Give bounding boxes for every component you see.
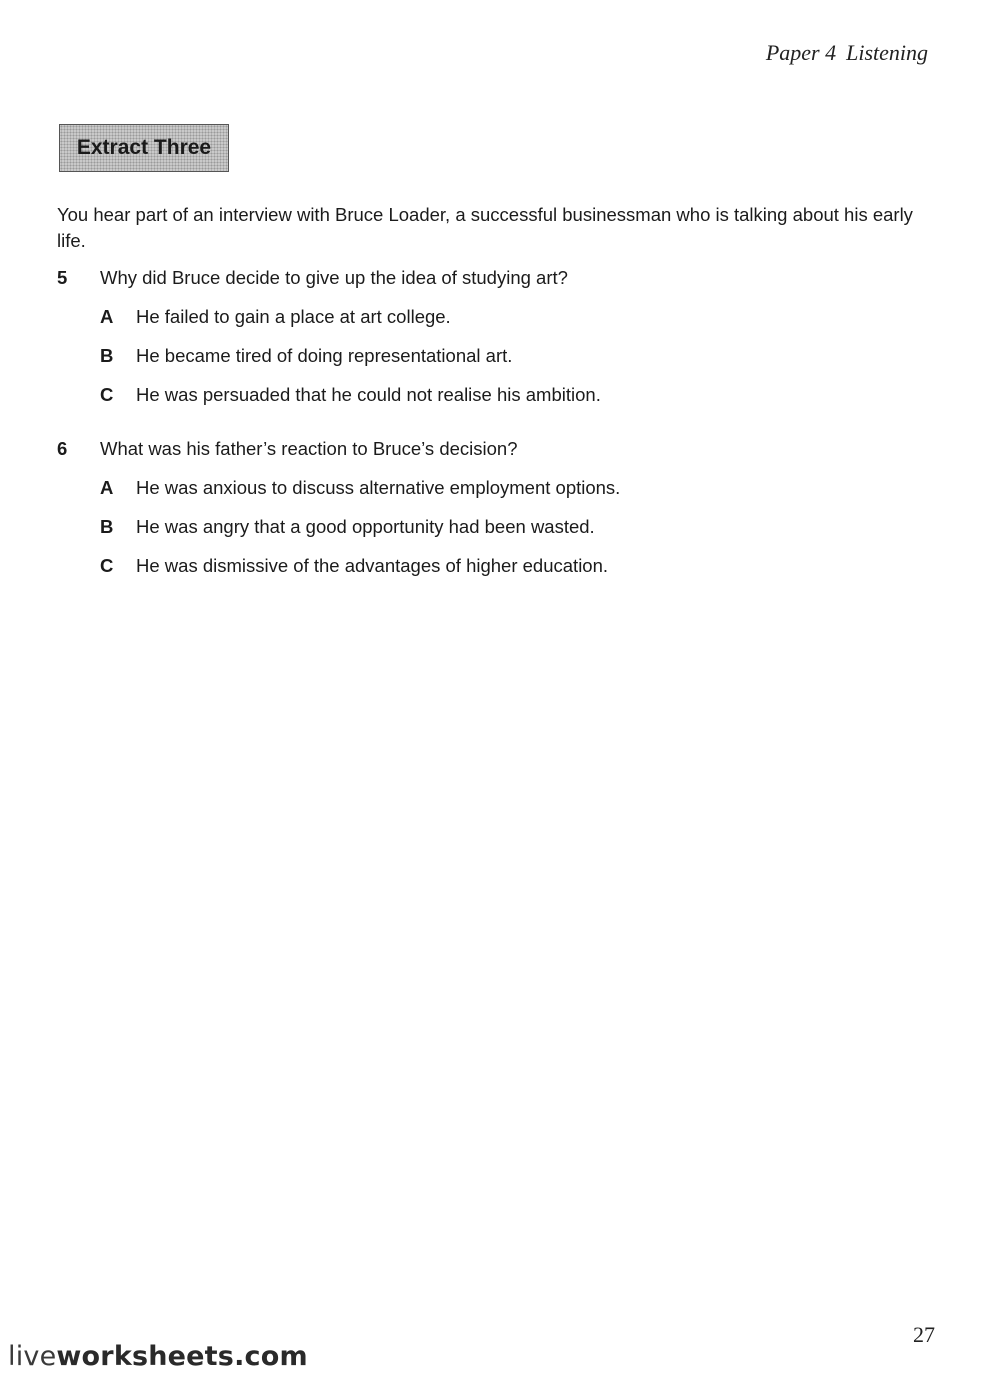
watermark-light: live — [8, 1341, 57, 1372]
option-letter: B — [100, 516, 114, 537]
section-label: Listening — [846, 40, 928, 65]
options-list — [100, 477, 937, 581]
option-b[interactable] — [100, 516, 937, 542]
option-text: He was persuaded that he could not realise his ambition. — [136, 384, 601, 405]
question-6 — [57, 438, 937, 594]
page-number: 27 — [913, 1322, 935, 1347]
option-c[interactable] — [100, 555, 937, 581]
option-letter: A — [100, 306, 114, 327]
watermark-logo — [8, 1341, 308, 1372]
option-letter: B — [100, 345, 114, 366]
extract-title-box — [59, 124, 229, 172]
running-head — [766, 40, 928, 66]
option-a[interactable] — [100, 306, 937, 332]
option-text: He failed to gain a place at art college. — [136, 306, 451, 327]
option-letter: C — [100, 555, 114, 576]
option-text: He was angry that a good opportunity had been wasted. — [136, 516, 595, 537]
option-letter: C — [100, 384, 114, 405]
option-text: He was dismissive of the advantages of higher education. — [136, 555, 609, 576]
option-letter: A — [100, 477, 114, 498]
paper-label: Paper 4 — [765, 40, 837, 65]
option-text: He was anxious to discuss alternative employment options. — [136, 477, 621, 498]
watermark-bold: worksheets.com — [56, 1341, 308, 1372]
extract-title: Extract Three — [76, 136, 212, 159]
options-list — [100, 306, 937, 410]
question-text: Why did Bruce decide to give up the idea of studying art? — [100, 267, 568, 288]
question-number: 5 — [57, 267, 68, 288]
question-number: 6 — [57, 438, 68, 459]
option-b[interactable] — [100, 345, 937, 371]
option-c[interactable] — [100, 384, 937, 410]
question-text: What was his father’s reaction to Bruce’s decision? — [100, 438, 518, 459]
question-5 — [57, 267, 937, 423]
extract-intro: You hear part of an interview with Bruce Loader, a successful businessman who is talking about his early life. — [57, 204, 913, 251]
option-a[interactable] — [100, 477, 937, 503]
option-text: He became tired of doing representational art. — [136, 345, 513, 366]
